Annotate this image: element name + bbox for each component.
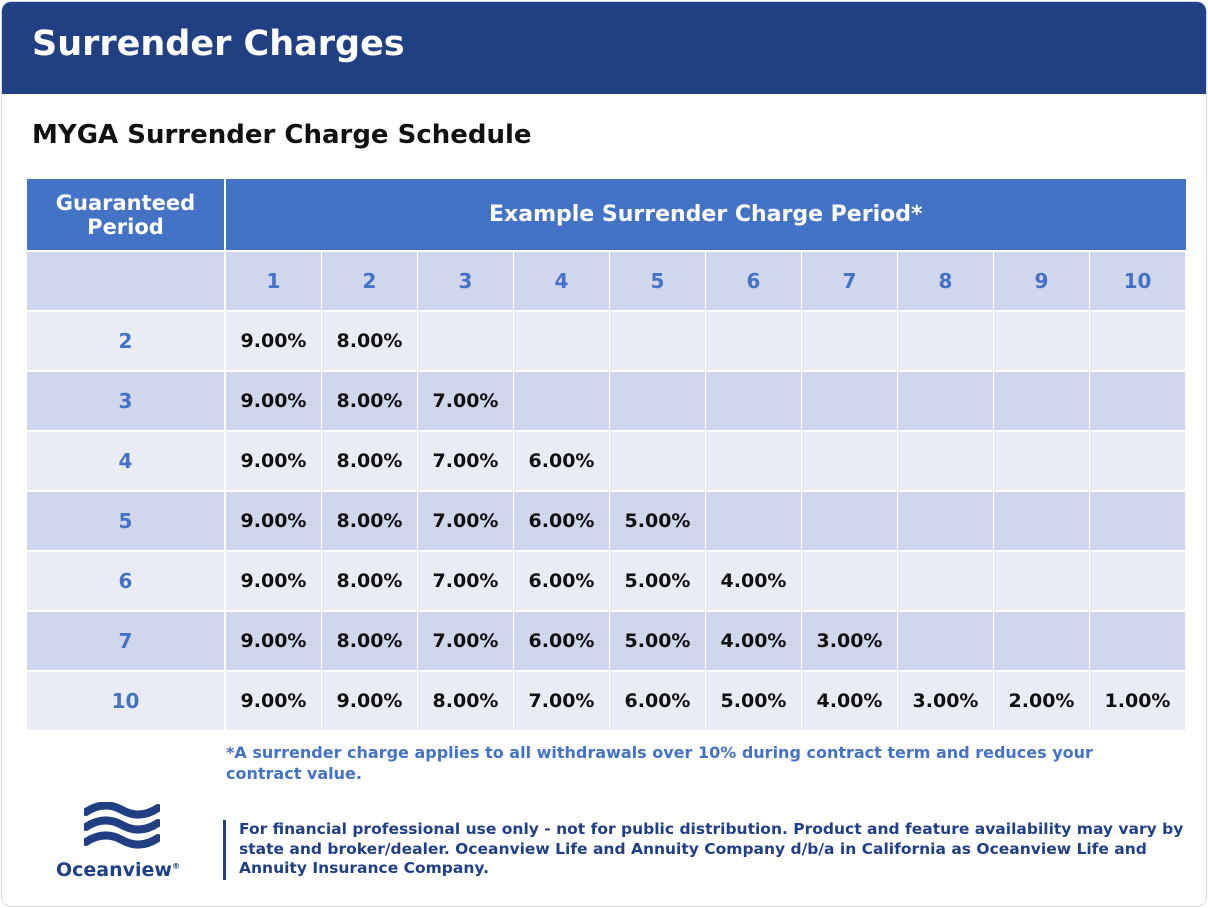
charge-cell: 9.00% [225,551,322,611]
charge-cell: 4.00% [802,671,898,730]
schedule-subtitle: MYGA Surrender Charge Schedule [32,120,532,150]
guaranteed-period-cell: 2 [27,311,225,371]
year-row-spacer [27,251,225,311]
year-header-cell: 6 [706,251,802,311]
registered-mark: ® [172,861,180,871]
charge-cell: 1.00% [1090,671,1186,730]
guaranteed-period-cell: 6 [27,551,225,611]
charge-cell [802,371,898,431]
year-header-cell: 5 [610,251,706,311]
guaranteed-period-cell: 7 [27,611,225,671]
charge-cell [994,491,1090,551]
charge-cell [802,491,898,551]
guaranteed-period-cell: 10 [27,671,225,730]
charge-cell [1090,491,1186,551]
charge-cell: 8.00% [322,551,418,611]
charge-cell [1090,431,1186,491]
year-header-cell: 4 [514,251,610,311]
charge-cell: 9.00% [225,671,322,730]
surrender-charge-table [27,179,1186,730]
charge-cell: 7.00% [418,431,514,491]
charge-cell: 8.00% [322,491,418,551]
charge-cell [802,311,898,371]
disclaimer-text: For financial professional use only - not for public distribution. Product and feature availability may vary by state and broker/dealer. Oceanview Life and Annuity Company d/b/a in California as Oceanview Life and Annuity Insurance Company. [239,820,1184,877]
charge-cell: 9.00% [225,371,322,431]
charge-cell: 8.00% [322,611,418,671]
charge-cell [610,371,706,431]
year-header-cell: 10 [1090,251,1186,311]
charge-cell [610,431,706,491]
charge-cell [802,431,898,491]
year-header-cell: 9 [994,251,1090,311]
charge-cell: 3.00% [802,611,898,671]
charge-cell [1090,371,1186,431]
charge-cell: 5.00% [706,671,802,730]
year-header-cell: 3 [418,251,514,311]
charge-cell: 7.00% [418,371,514,431]
charge-cell [706,431,802,491]
table-header-row [27,179,1186,251]
charge-cell [514,371,610,431]
charge-cell [610,311,706,371]
table-row [27,551,1186,611]
charge-cell [898,311,994,371]
guaranteed-period-cell: 5 [27,491,225,551]
footnote: *A surrender charge applies to all withdrawals over 10% during contract term and reduces your contract value. [226,743,1093,783]
charge-cell: 5.00% [610,611,706,671]
table-body [27,311,1186,730]
table-row [27,491,1186,551]
table-row [27,611,1186,671]
charge-cell [802,551,898,611]
charge-cell [706,491,802,551]
year-header-cell: 1 [225,251,322,311]
charge-cell: 9.00% [225,611,322,671]
charge-cell: 7.00% [418,611,514,671]
year-number-row [27,251,1186,311]
title-banner [2,2,1206,94]
charge-cell [898,551,994,611]
charge-cell: 7.00% [418,491,514,551]
charge-cell: 3.00% [898,671,994,730]
charge-cell: 9.00% [322,671,418,730]
charge-cell: 6.00% [514,491,610,551]
charge-cell [706,371,802,431]
waves-icon [84,802,160,854]
charge-cell: 8.00% [418,671,514,730]
charge-cell [1090,551,1186,611]
charge-cell [706,311,802,371]
charge-cell: 5.00% [610,491,706,551]
charge-cell: 7.00% [418,551,514,611]
charge-cell: 8.00% [322,371,418,431]
charge-cell [1090,611,1186,671]
charge-cell [994,431,1090,491]
charge-cell [994,611,1090,671]
charge-cell [898,371,994,431]
charge-cell: 6.00% [514,431,610,491]
charge-cell: 4.00% [706,611,802,671]
page-title: Surrender Charges [32,24,405,64]
charge-cell [994,551,1090,611]
charge-cell: 7.00% [514,671,610,730]
charge-cell [1090,311,1186,371]
surrender-period-header: Example Surrender Charge Period* [225,179,1186,251]
charge-cell [994,371,1090,431]
charge-cell: 6.00% [610,671,706,730]
guaranteed-period-header: Guaranteed Period [27,179,225,251]
table-row [27,311,1186,371]
charge-cell: 8.00% [322,311,418,371]
oceanview-logo [52,802,192,892]
charge-cell [898,491,994,551]
charge-cell: 6.00% [514,611,610,671]
charge-cell [514,311,610,371]
year-header-cell: 8 [898,251,994,311]
charge-cell: 6.00% [514,551,610,611]
charge-cell [898,611,994,671]
charge-cell: 9.00% [225,311,322,371]
charge-cell [898,431,994,491]
year-header-cell: 2 [322,251,418,311]
surrender-charges-card [1,1,1207,907]
disclaimer-divider [223,820,226,880]
table-row [27,371,1186,431]
charge-cell: 9.00% [225,491,322,551]
year-header-cell: 7 [802,251,898,311]
charge-cell: 2.00% [994,671,1090,730]
charge-cell [418,311,514,371]
guaranteed-period-cell: 4 [27,431,225,491]
charge-cell: 4.00% [706,551,802,611]
charge-cell: 5.00% [610,551,706,611]
charge-cell [994,311,1090,371]
guaranteed-period-cell: 3 [27,371,225,431]
charge-cell: 8.00% [322,431,418,491]
charge-cell: 9.00% [225,431,322,491]
table-row [27,431,1186,491]
table-row [27,671,1186,730]
logo-wordmark: Oceanview [56,859,172,881]
